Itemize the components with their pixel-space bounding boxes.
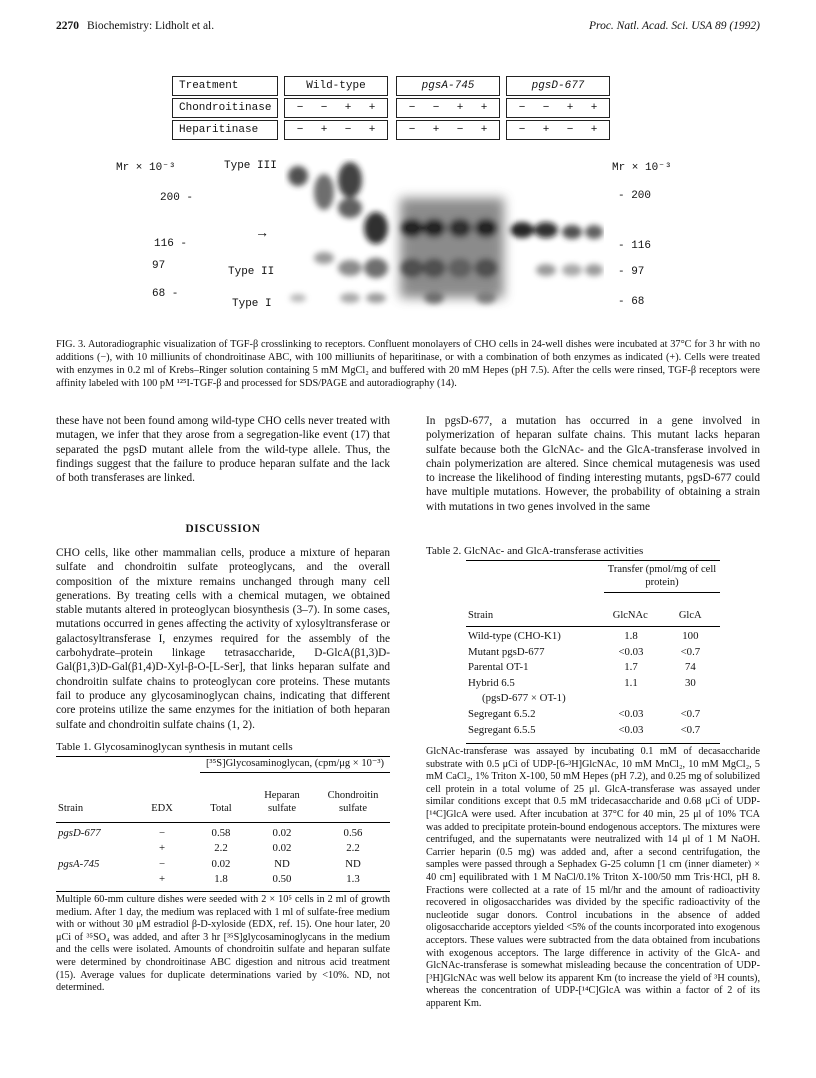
right-tick-68: - 68 <box>618 296 645 308</box>
table-row: Segregant 6.5.5 <0.03 <0.7 <box>468 723 701 736</box>
t1-col-total: Total <box>210 802 232 814</box>
heparitinase-pgsA: − + − + <box>396 120 500 140</box>
section-title-discussion: DISCUSSION <box>185 523 261 535</box>
left-tick-200: 200 - <box>160 192 194 204</box>
right-tick-97: - 97 <box>618 266 645 278</box>
table-row: Wild-type (CHO-K1) 1.8 100 <box>468 630 699 642</box>
table2-header <box>466 610 720 621</box>
journal-section: Biochemistry: Lidholt et al. <box>87 20 215 32</box>
row-label-treatment: Treatment <box>172 76 278 96</box>
row-label-heparitinase: Heparitinase <box>172 120 278 140</box>
figure-caption: FIG. 3. Autoradiographic visualization of TGF-β crosslinking to receptors. Confluent monolayers of CHO cells in 24-well dishes were incubated at 37°C for 3 hr with no additions (−), with 10 milliunits of chondroitinase ABC, with 100 milliunits of heparitinase, or with a combination of both enzymes as indicated (+). Cells were treated with enzymes in 0.2 ml of Krebs–Ringer solution containing 5 mM MgCl₂ and buffered with 20 mM Hepes (pH 7.5). After the cells were rinsed, TGF-β receptors were affinity labeled with 100 pM ¹²⁵I-TGF-β and processed for SDS/PAGE and autoradiography (14). <box>56 339 760 389</box>
table-row: pgsD-677 − 0.58 0.02 0.56 <box>58 827 363 839</box>
table2-rule-bottom <box>466 743 720 744</box>
journal-citation: Proc. Natl. Acad. Sci. USA 89 (1992) <box>589 20 760 32</box>
group-pgsD-677: pgsD-677 <box>506 76 610 96</box>
autoradiograph-image <box>284 158 604 318</box>
figure-treatment-grid <box>172 76 616 144</box>
table2-rule-top <box>466 560 720 561</box>
left-tick-68: 68 - <box>152 288 179 300</box>
table1-title: Table 1. Glycosaminoglycan synthesis in mutant cells <box>56 741 293 753</box>
table1-body <box>56 826 390 887</box>
chondroitinase-pgsD: − − + + <box>506 98 610 118</box>
right-tick-116: - 116 <box>618 240 652 252</box>
table-row: Segregant 6.5.2 <0.03 <0.7 <box>468 707 701 720</box>
table-row: Hybrid 6.5 1.1 30 <box>468 676 696 689</box>
table1-rule-bottom <box>56 891 390 892</box>
left-axis-title: Mr × 10⁻³ <box>116 162 176 174</box>
table2-rule-mid <box>466 626 720 627</box>
table1-footnote: Multiple 60-mm culture dishes were seeded with 2 × 10⁵ cells in 2 ml of growth medium. After 1 day, the medium was replaced with 1 ml of sulfate-free medium with or without 30 μM estradiol β-D-xyloside (EDX, ref. 15). One hour later, 20 μCi of ³⁵SO₄ was added, and after 3 hr [³⁵S]glycosaminoglycans in the medium and the cells were isolated. Amounts of chondroitin sulfate and heparan sulfate were determined by chondroitinase ABC digestion and nitrous acid treatment (15). Average values for duplicate determinations varied by <10%. ND, not determined. <box>56 894 390 994</box>
table1-rule-top <box>56 756 390 757</box>
t1-col-strain: Strain <box>58 802 84 814</box>
table1-rule-mid <box>56 822 390 823</box>
page-number: 2270 <box>56 20 79 32</box>
right-axis-title: Mr × 10⁻³ <box>612 162 672 174</box>
t1-col-heparan: Heparan sulfate <box>264 790 300 814</box>
left-tick-116: 116 - <box>154 238 188 250</box>
t2-col-glca: GlcA <box>678 610 702 621</box>
table2-footnote: GlcNAc-transferase was assayed by incubating 0.1 mM of decasaccharide substrate with 0.5 μCi of UDP-[6-³H]GlcNAc, 10 mM MnCl₂, 10 mM MgCl₂, 5 mM CaCl₂, 1% Triton X-100, 50 mM Hepes (pH 7.2), and 0.25 mg of solubilized cell protein in a total volume of 25 μl. GlcA-transferase was assayed under similar conditions except that 0.5 mM tridecasaccharide and 0.68 μCi of UDP-[¹⁴C]GlcA were used. After incubation at 37°C for 40 min, 25 μl of 10% TCA was added to precipitate protein-bound endogenous acceptors. The mixtures were centrifuged, and the supernatants were neutralized with 14 μl of 1 M NaOH. Carrier heparin (0.5 mg) was added and, after a second centrifugation, the samples were passed through a Sephadex G-25 column [1 cm (inner diameter) × 40 cm] equilibrated with 1 M NaCl/0.1% Triton X-100/50 mm Tris·HCl, pH 8. Fractions were collected at a rate of 15 ml/hr and the amount of radioactivity recovered in oligosaccharides was divided by the specific radioactivity of the nucleotide sugar donors. Control incubations in the absence of added oligosaccharide acceptors yielded <5% of the counts incorporated into exogenous acceptors. These values were subtracted from the data obtained from incubations with exogenous acceptors. The large difference in activity of the GlcA- and GlcNAc-transferase is somewhat misleading because the concentration of UDP-[³H]GlcNAc was well below its apparent Km (to increase the yield of ³H counts), whereas the concentration of UDP-[¹⁴C]GlcA was within a factor of 2 of its apparent Km. <box>426 746 760 1009</box>
table2-body <box>466 629 720 738</box>
t1-col-edx: EDX <box>151 802 173 814</box>
running-header-left <box>56 20 214 32</box>
table-row: + 1.8 0.50 1.3 <box>158 872 360 885</box>
group-pgsA-745: pgsA-745 <box>396 76 500 96</box>
right-para-1: In pgsD-677, a mutation has occurred in a gene involved in polymerization of heparan sulfate chains. This mutant lacks heparan sulfate because both the GlcNAc- and the GlcA-transferase involved in chain polymerization are altered. Since chemical mutagenesis was used to increase the likelihood of finding interesting mutants, pgsD-677 could have multiple mutations. However, the probability of obtaining a strain with mutations in two genes involved in the same <box>426 415 760 513</box>
heparitinase-pgsD: − + − + <box>506 120 610 140</box>
left-tick-97: 97 <box>152 260 166 272</box>
left-para-1: these have not been found among wild-type CHO cells never treated with mutagen, we infer that they arose from a segregation-like event (17) that separated the pgsD mutant allele from the wild-type allele. Thus, the findings suggest that the failure to produce heparan sulfate and the lack of both transferases are linked. <box>56 415 390 485</box>
chondroitinase-pgsA: − − + + <box>396 98 500 118</box>
group-wild-type: Wild-type <box>284 76 388 96</box>
t2-col-strain: Strain <box>468 610 494 621</box>
table-row: + 2.2 0.02 2.2 <box>158 842 360 855</box>
heparitinase-wild-type: − + − + <box>284 120 388 140</box>
table-row: Parental OT-1 1.7 74 <box>468 661 696 674</box>
type-iii-label: Type III <box>224 160 277 172</box>
arrow-icon: → <box>258 226 267 242</box>
left-para-discussion: CHO cells, like other mammalian cells, produce a mixture of heparan sulfate and chondroitin sulfate proteoglycans, and the overall composition of the mixture remains unchanged through many cell generations. By treating cells with a chemical mutagen, we obtained stable mutants altered in proteoglycan biosynthesis (3–7). In some cases, mutations occurred in genes affecting the activity of xylosyltransferase or galactosyltransferase I, enzymes required for the assembly of the carbohydrate–protein linkage tetrasaccharide, D-GlcA(β1,3)D-Gal(β1,3)D-Gal(β1,4)D-Xyl-β-O-[L-Ser], that links heparan sulfate and chondroitin sulfate chains to proteoglycan core proteins. These mutants fail to produce any glycosaminoglycan chains, indicating that different core proteins utilize the same enzymes for the initiation of both heparan sulfate and chondroitin sulfate chains (1, 2). <box>56 547 390 731</box>
table-row: Mutant pgsD-677 <0.03 <0.7 <box>468 645 701 658</box>
table-row: pgsA-745 − 0.02 ND ND <box>58 857 361 870</box>
table1 <box>56 790 390 815</box>
t1-col-chondroitin: Chondroitin sulfate <box>327 790 379 814</box>
row-label-chondroitinase: Chondroitinase <box>172 98 278 118</box>
type-ii-label: Type II <box>228 266 275 278</box>
table1-span-header: [³⁵S]Glycosaminoglycan, (cpm/μg × 10⁻³) <box>200 758 390 773</box>
table2-title: Table 2. GlcNAc- and GlcA-transferase activities <box>426 545 644 557</box>
chondroitinase-wild-type: − − + + <box>284 98 388 118</box>
t2-col-glcnac: GlcNAc <box>612 610 648 621</box>
table2-span-header: Transfer (pmol/mg of cell protein) <box>604 564 720 593</box>
type-i-label: Type I <box>232 298 272 310</box>
table-row: (pgsD-677 × OT-1) <box>482 692 566 705</box>
right-tick-200: - 200 <box>618 190 652 202</box>
